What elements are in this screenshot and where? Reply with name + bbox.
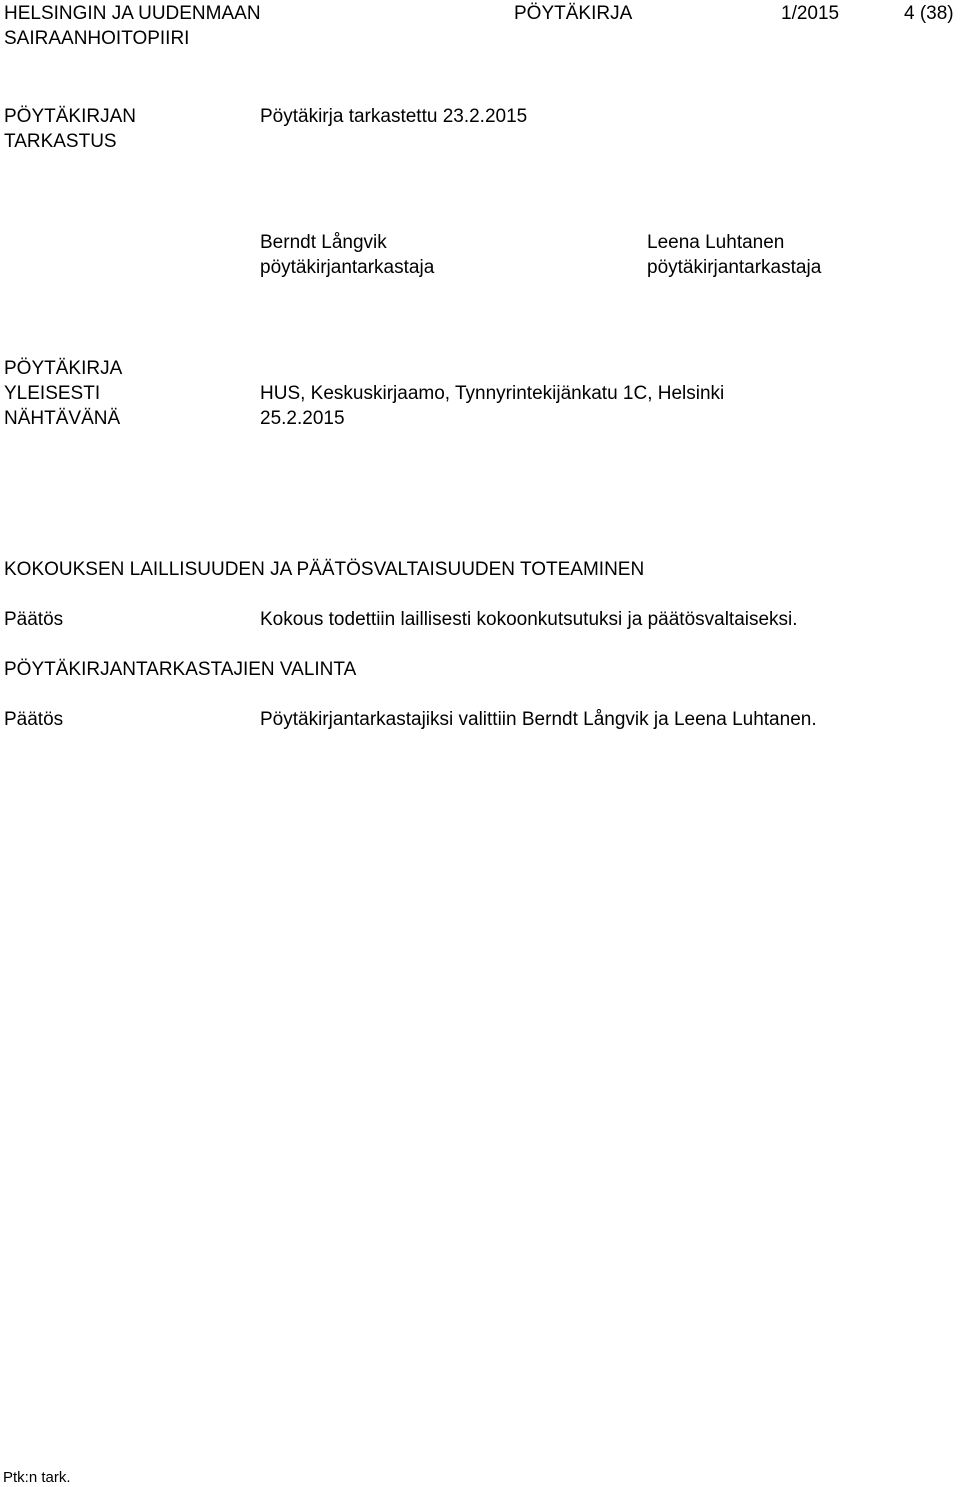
public-display-label-line3: NÄHTÄVÄNÄ bbox=[4, 408, 121, 429]
document-type: PÖYTÄKIRJA bbox=[514, 3, 633, 24]
public-display-date: 25.2.2015 bbox=[260, 408, 345, 429]
inspection-label-line1: PÖYTÄKIRJAN bbox=[4, 106, 136, 127]
signatory-name: Berndt Långvik bbox=[260, 232, 387, 253]
decision-text: Kokous todettiin laillisesti kokoonkutsutuksi ja päätösvaltaiseksi. bbox=[260, 609, 798, 630]
decision-text: Pöytäkirjantarkastajiksi valittiin Berndt Långvik ja Leena Luhtanen. bbox=[260, 709, 817, 730]
page-number: 4 (38) bbox=[904, 3, 954, 24]
public-display-details bbox=[260, 381, 724, 431]
decision-label: Päätös bbox=[4, 709, 64, 730]
signatory-name: Leena Luhtanen bbox=[647, 232, 785, 253]
initials-label: Ptk:n tark. bbox=[3, 1469, 71, 1486]
public-display-location: HUS, Keskuskirjaamo, Tynnyrintekijänkatu 1C, Helsinki bbox=[260, 383, 725, 404]
section-heading: PÖYTÄKIRJANTARKASTAJIEN VALINTA bbox=[4, 659, 357, 680]
inspection-text: Pöytäkirja tarkastettu 23.2.2015 bbox=[260, 106, 528, 127]
inspection-label bbox=[4, 104, 136, 154]
signatory-2 bbox=[647, 230, 821, 280]
public-display-label bbox=[4, 356, 122, 431]
public-display-label-line2: YLEISESTI bbox=[4, 383, 101, 404]
signatory-role: pöytäkirjantarkastaja bbox=[260, 257, 435, 278]
signatory-role: pöytäkirjantarkastaja bbox=[647, 257, 822, 278]
section-heading: KOKOUKSEN LAILLISUUDEN JA PÄÄTÖSVALTAISUUDEN TOTEAMINEN bbox=[4, 559, 645, 580]
document-number: 1/2015 bbox=[781, 3, 840, 24]
organization-name-line2: SAIRAANHOITOPIIRI bbox=[4, 28, 190, 49]
public-display-label-line1: PÖYTÄKIRJA bbox=[4, 358, 123, 379]
organization-name-line1: HELSINGIN JA UUDENMAAN bbox=[4, 3, 261, 24]
inspection-label-line2: TARKASTUS bbox=[4, 131, 117, 152]
decision-label: Päätös bbox=[4, 609, 64, 630]
signatory-1 bbox=[260, 230, 434, 280]
organization-name bbox=[4, 1, 261, 51]
